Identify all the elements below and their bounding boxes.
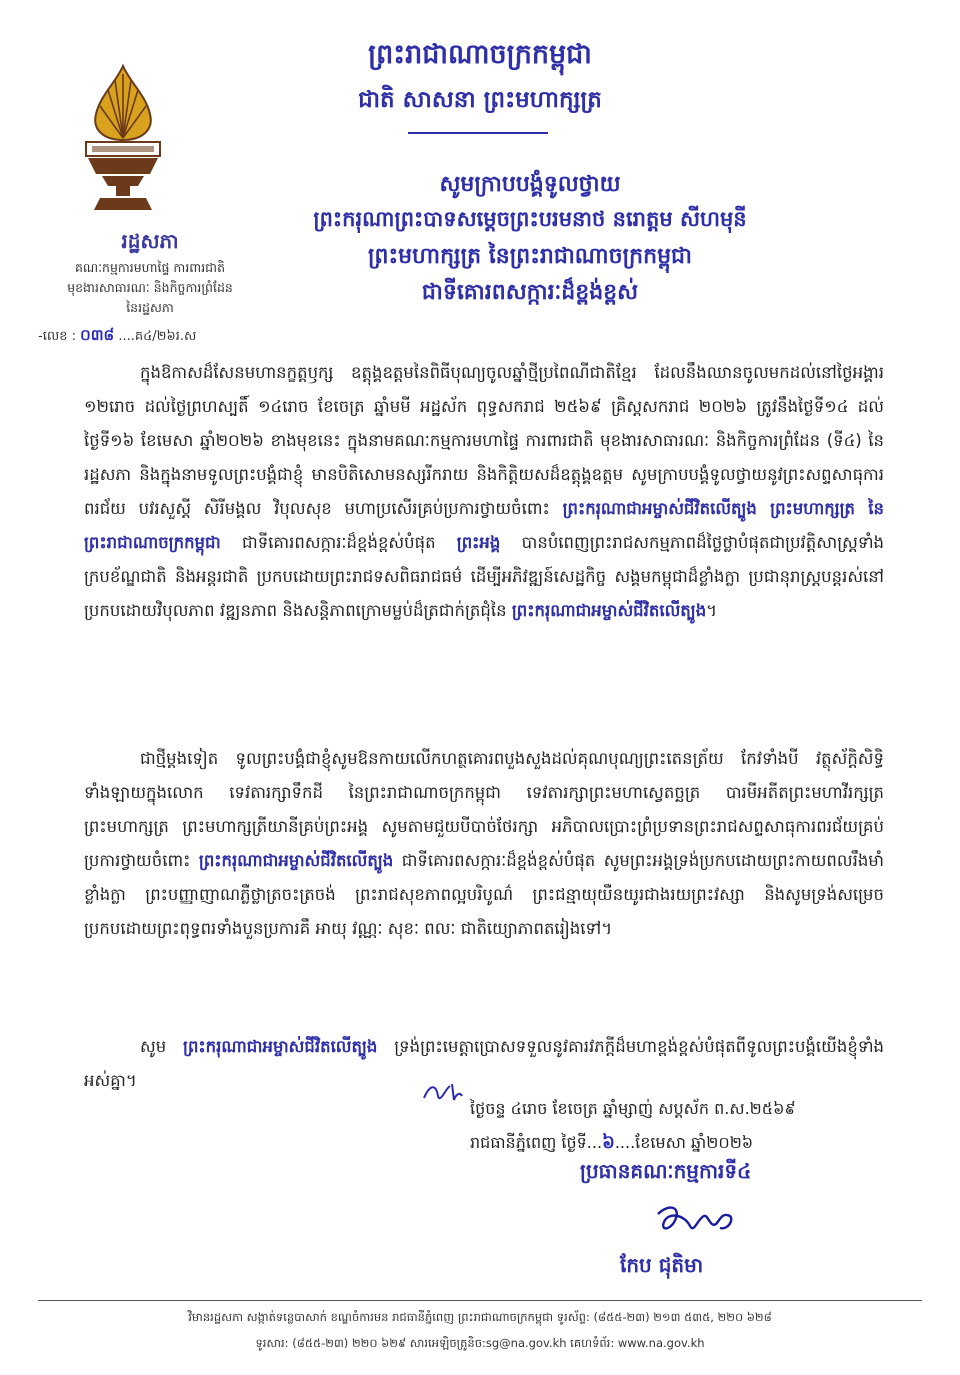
emblem-icon bbox=[78, 62, 168, 214]
p3-text-b: ទ្រង់ព្រះមេត្តាប្រោសទទួលនូវគារវភក្តីដ៏មហាខ្ពង់ខ្ពស់បំផុតពីទូលព្រះបង្គំយើងខ្ញុំទាំងអស់គ្នា។ bbox=[84, 1037, 884, 1090]
addressee-line-4: ជាទីគោរពសក្ការៈដ៏ខ្ពង់ខ្ពស់ bbox=[421, 280, 639, 305]
body-paragraph-1 bbox=[84, 356, 884, 628]
handwritten-day: ៦ bbox=[602, 1132, 615, 1153]
national-assembly-emblem bbox=[78, 62, 168, 214]
footer-address: វិមានរដ្ឋសភា សង្កាត់ទន្លេបាសាក់ ខណ្ឌចំការមន រាជធានីភ្នំពេញ ព្រះរាជាណាចក្រកម្ពុជា ទូរស័ព្ទ: (៨៥៥-២៣) ២១៣ ៥៣៥, ២២០ ៦២៨ bbox=[188, 1310, 772, 1324]
handwritten-mark-icon bbox=[420, 1078, 464, 1108]
motto-divider bbox=[408, 132, 548, 136]
p1-text-b: ជាទីគោរពសក្ការៈដ៏ខ្ពង់ខ្ពស់បំផុត bbox=[241, 533, 436, 552]
p1-text-c: បានបំពេញព្រះរាជសកម្មភាពដ៏ថ្លៃថ្លាបំផុតជាប្រវត្តិសាស្ត្រទាំងក្របខ័ណ្ឌជាតិ និងអន្តរជាតិ ប្រកបដោយព្រះរាជទសពិធរាជធម៌ ដើម្បីអភិវឌ្ឍន៍សេដ្ឋកិច្ច សង្គមកម្ពុជាដ៏ខ្លាំងក្លា ប្រជានុរាស្ត្របន្តរស់នៅប្រកបដោយវិបុលភាព វឌ្ឍនភាព និងសន្តិភាពក្រោមម្លប់ដ៏ត្រជាក់ត្រជុំនៃ bbox=[84, 533, 885, 620]
committee-line-2: មុខងារសាធារណៈ និងកិច្ចការព្រំដែន bbox=[67, 280, 233, 295]
p3-highlight-1: ព្រះករុណាជាអម្ចាស់ជីវិតលើត្បូង bbox=[183, 1037, 378, 1056]
ref-number-handwritten: ០៣៨ bbox=[80, 326, 115, 344]
body-paragraph-3 bbox=[84, 1030, 884, 1098]
place-prefix: រាជធានីភ្នំពេញ ថ្ងៃទី... bbox=[470, 1133, 603, 1152]
ref-prefix: -លេខ : bbox=[38, 329, 76, 344]
p1-end: ។ bbox=[706, 601, 718, 620]
footer-divider bbox=[38, 1300, 922, 1301]
p1-highlight-1: ព្រះករុណាជាអម្ចាស់ជីវិតលើត្បូង ព្រះមហាក្សត្រ នៃព្រះរាជាណាចក្រកម្ពុជា bbox=[84, 499, 884, 552]
addressee-line-3: ព្រះមហាក្សត្រ នៃព្រះរាជាណាចក្រកម្ពុជា bbox=[367, 244, 693, 269]
national-motto: ជាតិ សាសនា ព្រះមហាក្សត្រ bbox=[358, 87, 602, 113]
addressee-line-2: ព្រះករុណាព្រះបាទសម្តេចព្រះបរមនាថ នរោត្តម សីហមុនី bbox=[313, 207, 747, 231]
reference-number bbox=[38, 326, 196, 348]
p1-highlight-3: ព្រះករុណាជាអម្ចាស់ជីវិតលើត្បូង bbox=[511, 601, 707, 620]
addressee-line-1: សូមក្រាបបង្គំទូលថ្វាយ bbox=[439, 172, 621, 197]
organization-name: រដ្ឋសភា bbox=[121, 229, 179, 253]
signature-icon bbox=[650, 1198, 740, 1248]
place-suffix: ....ខែមេសា ឆ្នាំ២០២៦ bbox=[614, 1133, 754, 1152]
ref-suffix: ....គ៤/២៦រ.ស bbox=[118, 329, 197, 344]
signer-name: កែប ជុតិមា bbox=[620, 1253, 704, 1277]
lunar-date-line: ថ្ងៃចន្ទ ៤រោច ខែចេត្រ ឆ្នាំម្សាញ់ សប្តស័ក ព.ស.២៥៦៩ bbox=[470, 1099, 796, 1118]
p3-text-a: សូម bbox=[140, 1037, 167, 1056]
committee-line-1: គណៈកម្មការមហាផ្ទៃ ការពារជាតិ bbox=[75, 260, 225, 275]
place-date-line bbox=[470, 1130, 753, 1157]
p1-text-a: ក្នុងឱកាសដ៏សែនមហានក្ខត្តឫក្ស ឧត្តុង្គឧត្តមនៃពិធីបុណ្យចូលឆ្នាំថ្មីប្រពៃណីជាតិខ្មែរ ដែលនឹងឈានចូលមកដល់នៅថ្ងៃអង្គារ ១២រោច ដល់ថ្ងៃព្រហស្បតិ៍ ១៤រោច ខែចេត្រ ឆ្នាំមមី អដ្ឋស័ក ពុទ្ធសករាជ ២៥៦៩ គ្រិស្តសករាជ ២០២៦ ត្រូវនឹងថ្ងៃទី១៤ ដល់ថ្ងៃទី១៦ ខែមេសា ឆ្នាំ២០២៦ ខាងមុខនេះ ក្នុងនាមគណៈកម្មការមហាផ្ទៃ ការពារជាតិ មុខងារសាធារណៈ និងកិច្ចការព្រំដែន (ទី៤) នៃរដ្ឋសភា និងក្នុងនាមទូលព្រះបង្គំជាខ្ញុំ មានបិតិសោមនស្សរីករាយ និងកិត្តិយសដ៏ឧត្តុង្គឧត្តម សូមក្រាបបង្គំទូលថ្វាយនូវព្រះសព្ទសាធុការពរជ័យ បវរសួស្តី សិរីមង្គល វិបុលសុខ មហាប្រសើរគ្រប់ប្រការថ្វាយចំពោះ bbox=[84, 363, 884, 518]
body-paragraph-2 bbox=[84, 742, 884, 946]
p2-highlight-1: ព្រះករុណាជាអម្ចាស់ជីវិតលើត្បូង bbox=[198, 851, 394, 870]
kingdom-title: ព្រះរាជាណាចក្រកម្ពុជា bbox=[368, 39, 592, 70]
committee-line-3: នៃរដ្ឋសភា bbox=[126, 300, 174, 315]
p1-highlight-2: ព្រះអង្គ bbox=[456, 533, 501, 552]
footer-contact: ទូរសារ: (៨៥៥-២៣) ២២០ ៦២៩ សារអេឡិចត្រូនិច:sg@na.gov.kh គេហទំព័រ: www.na.gov.kh bbox=[255, 1336, 705, 1350]
signer-title: ប្រធានគណៈកម្មការទី៤ bbox=[580, 1159, 752, 1183]
p2-text-a: ជាថ្មីម្តងទៀត ទូលព្រះបង្គំជាខ្ញុំសូមឱនកាយលើកហត្ថគោរពបួងសួងដល់គុណបុណ្យព្រះតេនត្រ័យ កែវទាំងបី វត្ថុស័ក្តិសិទ្ធិទាំងឡាយក្នុងលោក ទេវតារក្សាទឹកដី នៃព្រះរាជាណាចក្រកម្ពុជា ទេវតារក្សាព្រះមហាស្វេតច្ឆត្រ បារមីអតីតព្រះមហាវីរក្សត្រ ព្រះមហាក្សត្រ ព្រះមហាក្សត្រីយានីគ្រប់ព្រះអង្គ សូមតាមជួយបីបាច់ថែរក្សា អភិបាលប្រោះព្រំប្រទានព្រះរាជសព្ទសាធុការពរជ័យគ្រប់ប្រការថ្វាយចំពោះ bbox=[84, 749, 884, 870]
p2-text-b: ជាទីគោរពសក្ការៈដ៏ខ្ពង់ខ្ពស់បំផុត សូមព្រះអង្គទ្រង់ប្រកបដោយព្រះកាយពលរឹងមាំខ្លាំងក្លា ព្រះបញ្ញាញាណភ្លឺថ្លាត្រចះត្រចង់ ព្រះរាជសុខភាពល្អបរិបូណ៌ ព្រះជន្មាយុយឺនយូរជាងរយព្រះវស្សា និងសូមទ្រង់សម្រេចប្រកបដោយព្រះពុទ្ធពរទាំងបួនប្រការគឺ អាយុ វណ្ណៈ សុខៈ ពលៈ ជាតិយ្យោភាពតរៀងទៅ។ bbox=[84, 851, 885, 938]
